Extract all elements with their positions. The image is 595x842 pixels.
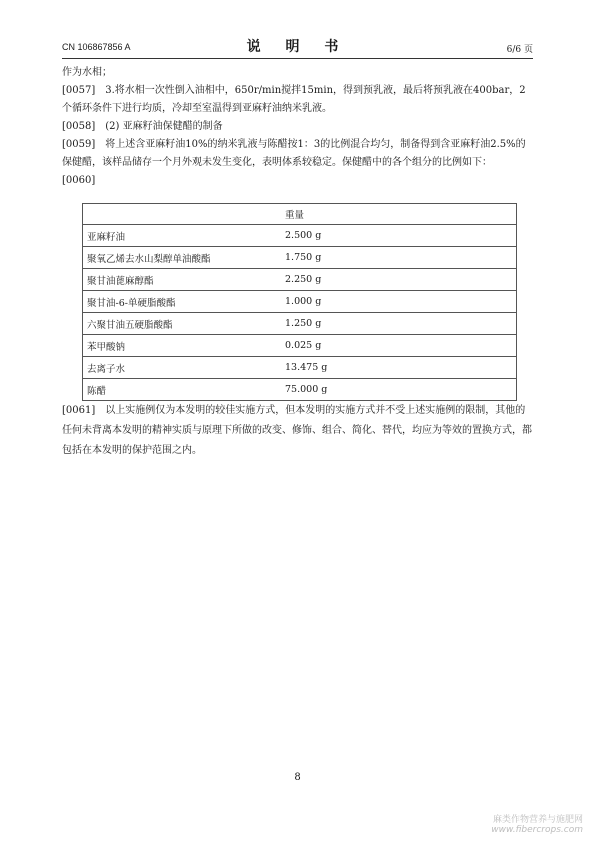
document-body <box>62 64 533 190</box>
component-weight: 2.250 g <box>281 269 517 291</box>
component-weight: 13.475 g <box>281 357 517 379</box>
paragraph-tag: [0057] <box>62 85 96 96</box>
component-name: 六聚甘油五硬脂酸酯 <box>83 313 282 335</box>
watermark-url: www.fibercrops.com <box>491 825 583 835</box>
page-number: 8 <box>294 772 301 783</box>
component-weight: 1.250 g <box>281 313 517 335</box>
component-name: 去离子水 <box>83 357 282 379</box>
component-name: 聚甘油蓖麻醇酯 <box>83 269 282 291</box>
table-header-row <box>83 204 517 225</box>
paragraph-text: 3.将水相一次性倒入油相中，650r/min搅拌15min，得到预乳液，最后将预乳液在400bar，2个循环条件下进行均质，冷却至室温得到亚麻籽油纳米乳液。 <box>62 85 526 114</box>
component-name: 亚麻籽油 <box>83 225 282 247</box>
component-weight: 2.500 g <box>281 225 517 247</box>
table-row <box>83 357 517 379</box>
component-name: 苯甲酸钠 <box>83 335 282 357</box>
page-header <box>62 36 533 58</box>
table-row <box>83 225 517 247</box>
component-weight: 0.025 g <box>281 335 517 357</box>
table-row <box>83 247 517 269</box>
table-header-cell <box>83 204 282 225</box>
table-row <box>83 269 517 291</box>
paragraph-0059 <box>62 136 533 172</box>
paragraph-continuation: 作为水相； <box>62 67 112 78</box>
patent-number: CN 106867856 A <box>62 42 131 52</box>
component-weight: 75.000 g <box>281 379 517 401</box>
section-heading: (2) 亚麻籽油保健醋的制备 <box>105 121 223 132</box>
paragraph-tag: [0061] <box>62 405 96 416</box>
page-indicator: 6/6 页 <box>506 45 533 55</box>
paragraph-text: 将上述含亚麻籽油10%的纳米乳液与陈醋按1：3的比例混合均匀，制备得到含亚麻籽油2.5%的保健醋，该样品储存一个月外观未发生变化，表明体系较稳定。保健醋中的各个组分的比例如下： <box>62 139 526 168</box>
composition-table <box>82 203 517 401</box>
paragraph-tag: [0060] <box>62 175 96 186</box>
paragraph-0058 <box>62 118 533 136</box>
component-name: 陈醋 <box>83 379 282 401</box>
component-name: 聚甘油-6-单硬脂酸酯 <box>83 291 282 313</box>
watermark-site-name: 麻类作物营养与施肥网 <box>492 815 583 825</box>
table-row <box>83 291 517 313</box>
paragraph-tag: [0059] <box>62 139 96 150</box>
table-row <box>83 335 517 357</box>
table-header-cell: 重量 <box>281 204 517 225</box>
paragraph-0060 <box>62 172 533 190</box>
table-row <box>83 313 517 335</box>
component-weight: 1.750 g <box>281 247 517 269</box>
paragraph-tag: [0058] <box>62 121 96 132</box>
component-weight: 1.000 g <box>281 291 517 313</box>
header-divider <box>62 58 533 59</box>
paragraph-text: 以上实施例仅为本发明的较佳实施方式，但本发明的实施方式并不受上述实施例的限制，其他的任何未背离本发明的精神实质与原理下所做的改变、修饰、组合、简化、替代，均应为等效的置换方式，都包括在本发明的保护范围之内。 <box>62 405 532 456</box>
paragraph-0061 <box>62 401 533 461</box>
paragraph-0057 <box>62 82 533 118</box>
table-row <box>83 379 517 401</box>
document-title: 说 明 书 <box>246 39 349 55</box>
component-name: 聚氧乙烯去水山梨醇单油酸酯 <box>83 247 282 269</box>
